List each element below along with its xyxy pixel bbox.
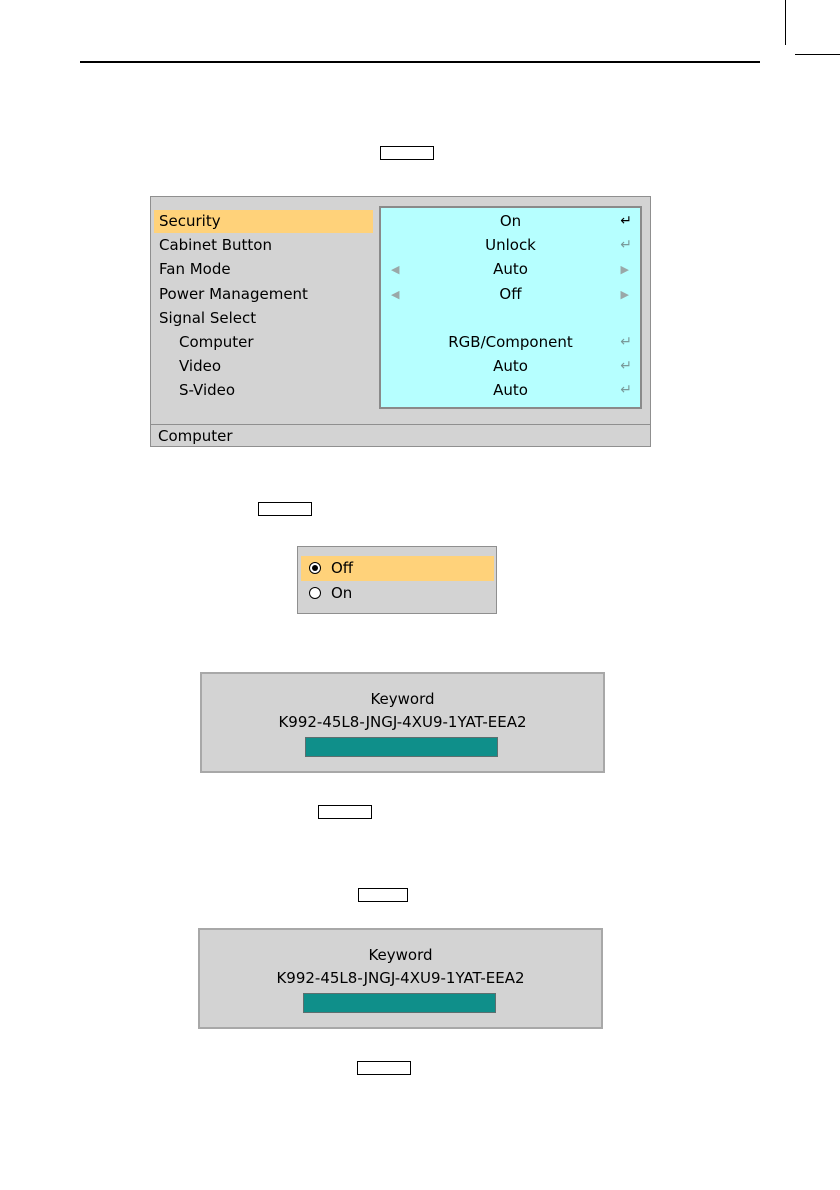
keyword-code: K992-45L8-JNGJ-4XU9-1YAT-EEA2 (278, 713, 527, 731)
value-text: Off (499, 284, 522, 303)
value-text: RGB/Component (448, 333, 573, 351)
enter-icon: ↵ (620, 334, 632, 350)
left-arrow-icon[interactable]: ◀ (391, 263, 400, 277)
value-text: Auto (493, 357, 528, 376)
menu-value-computer[interactable] (381, 331, 640, 354)
menu-value-power-management[interactable] (381, 283, 640, 306)
menu-item-fan-mode[interactable]: Fan Mode (159, 260, 231, 279)
keyword-code: K992-45L8-JNGJ-4XU9-1YAT-EEA2 (276, 969, 525, 987)
menu-value-fan-mode[interactable] (381, 258, 640, 281)
menu-value-video[interactable] (381, 355, 640, 378)
menu-value-security[interactable] (381, 210, 640, 233)
security-option-off[interactable] (301, 556, 494, 581)
value-text: On (499, 212, 522, 230)
menu-item-power-management[interactable]: Power Management (159, 284, 308, 303)
keyword-dialog (198, 928, 603, 1029)
security-option-on[interactable] (301, 581, 494, 606)
menu-item-signal-select[interactable]: Signal Select (159, 308, 257, 327)
menu-item-security[interactable]: Security (154, 210, 373, 233)
radio-button-icon (309, 562, 321, 574)
option-label: Off (331, 559, 354, 577)
keycap-box (318, 805, 372, 819)
keycap-box (357, 1061, 411, 1075)
enter-icon: ↵ (620, 213, 632, 229)
enter-icon: ↵ (620, 382, 632, 399)
option-label: On (331, 584, 353, 602)
keycap-box (380, 146, 434, 160)
keyword-input[interactable] (305, 737, 498, 757)
menu-value-cabinet-button[interactable] (381, 234, 640, 257)
enter-icon: ↵ (620, 358, 632, 375)
menu-value-signal-select (381, 307, 640, 330)
radio-button-icon (309, 587, 321, 599)
dialog-title: Keyword (370, 690, 435, 708)
crop-mark-horizontal (795, 54, 840, 55)
status-bar: Computer (151, 424, 650, 446)
enter-icon: ↵ (620, 237, 632, 254)
keycap-box (358, 888, 408, 902)
menu-item-s-video[interactable]: S-Video (179, 381, 236, 400)
keyword-input[interactable] (303, 993, 496, 1013)
menu-item-computer[interactable]: Computer (179, 333, 254, 351)
left-arrow-icon[interactable]: ◀ (391, 287, 400, 301)
value-text: Auto (493, 381, 528, 400)
right-arrow-icon[interactable]: ▶ (620, 263, 629, 277)
menu-value-s-video[interactable] (381, 379, 640, 402)
menu-item-cabinet-button[interactable]: Cabinet Button (159, 236, 272, 255)
crop-mark-vertical (785, 0, 786, 45)
value-text: Unlock (485, 236, 536, 255)
security-option-popup (297, 546, 497, 614)
value-text: Auto (493, 260, 528, 279)
right-arrow-icon[interactable]: ▶ (620, 287, 629, 301)
keyword-dialog (200, 672, 605, 773)
setup-menu-panel (150, 196, 651, 447)
dialog-title: Keyword (368, 946, 433, 964)
header-rule (80, 61, 760, 63)
values-panel (379, 206, 642, 409)
menu-item-video[interactable]: Video (179, 357, 222, 376)
keycap-box (258, 502, 312, 516)
